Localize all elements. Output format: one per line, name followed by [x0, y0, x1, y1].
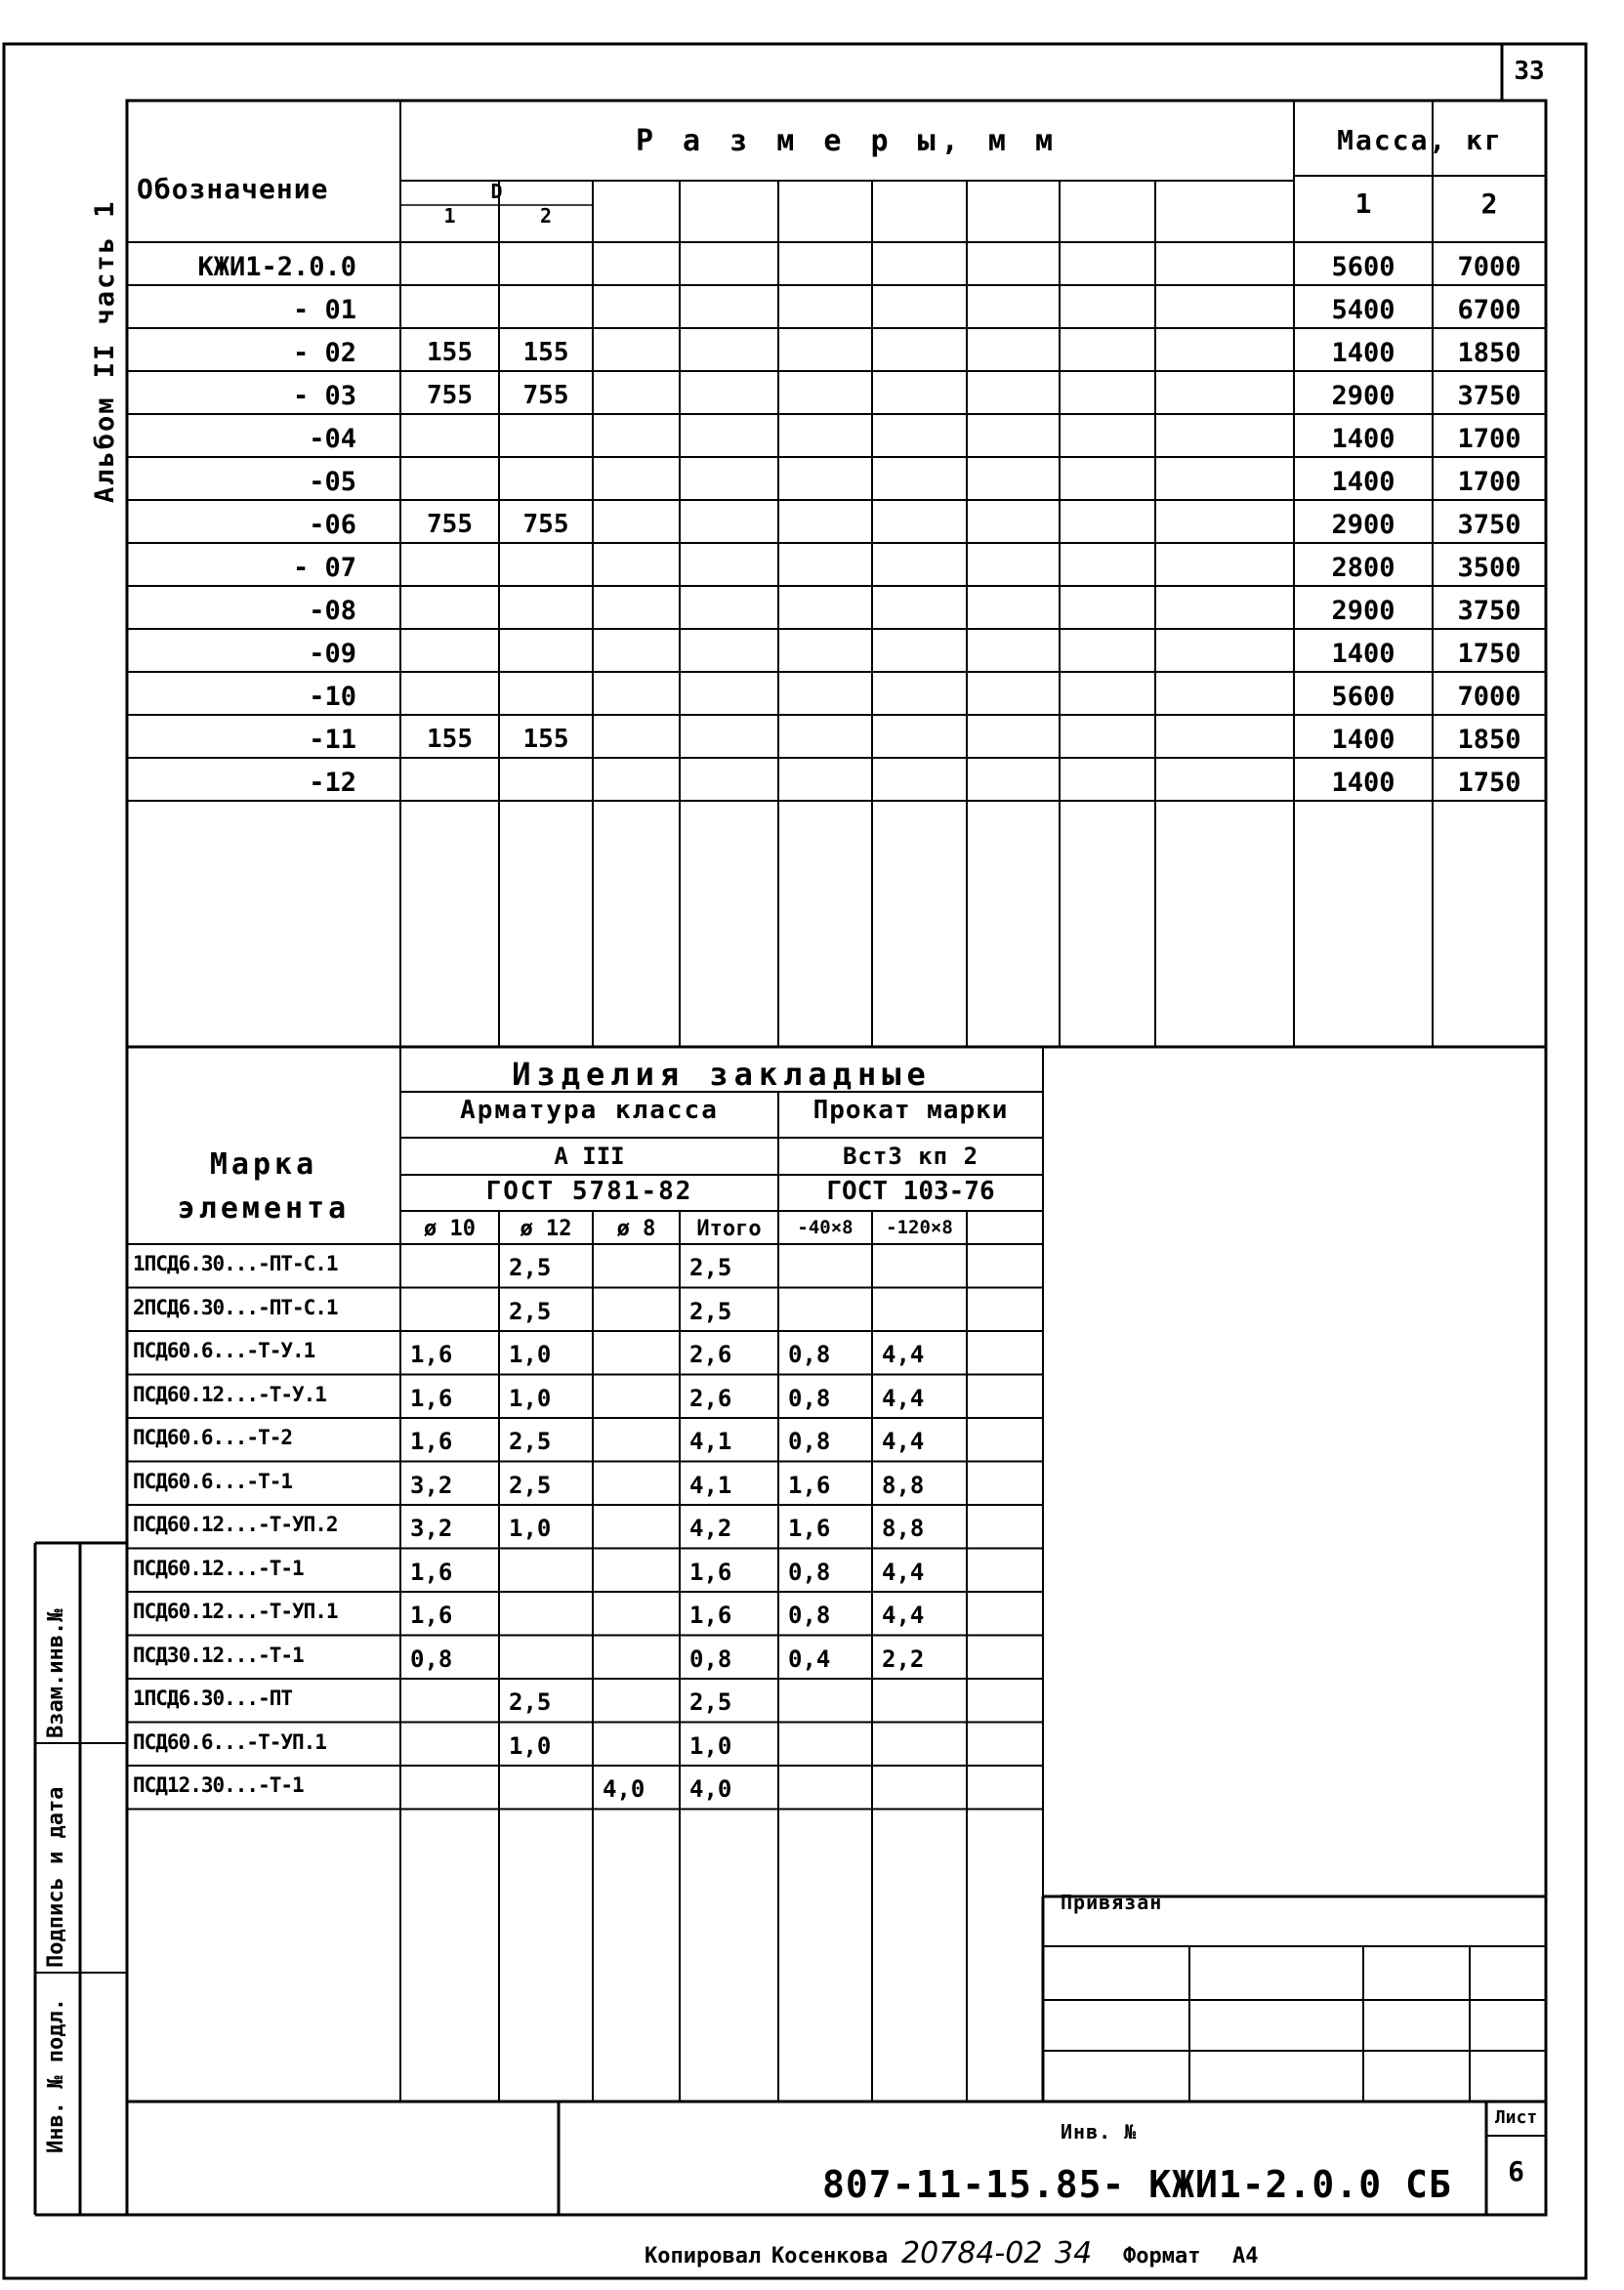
- d-sub-1: 1: [443, 204, 456, 228]
- embedded-value-cell: 4,0: [689, 1775, 732, 1803]
- mass-cell: 1850: [1457, 338, 1521, 368]
- mass-cell: 1400: [1331, 725, 1395, 755]
- element-mark-cell: ПСД60.6...-Т-УП.1: [133, 1729, 326, 1754]
- d-sub-2: 2: [539, 204, 553, 228]
- embedded-value-cell: 4,4: [882, 1384, 925, 1412]
- embedded-value-cell: 1,6: [410, 1558, 453, 1586]
- embedded-value-cell: 2,6: [689, 1341, 732, 1368]
- embedded-value-cell: 0,8: [788, 1602, 831, 1629]
- dimension-cell: 155: [522, 338, 569, 367]
- embedded-value-cell: 1,0: [509, 1515, 552, 1542]
- embedded-value-cell: 2,5: [689, 1254, 732, 1281]
- embedded-value-cell: 4,0: [603, 1775, 645, 1803]
- footer-copied-label: Копировал: [645, 2244, 762, 2269]
- mass-cell: 5400: [1331, 295, 1395, 325]
- stamp-inv-original: Инв. № подл.: [44, 1998, 68, 2153]
- embedded-value-cell: 1,6: [788, 1515, 831, 1542]
- embedded-value-cell: 4,2: [689, 1515, 732, 1542]
- embedded-value-cell: 2,5: [509, 1688, 552, 1716]
- mass-header: Масса, кг: [1337, 124, 1503, 156]
- embedded-value-cell: 8,8: [882, 1515, 925, 1542]
- rebar-header: Арматура класса: [460, 1096, 719, 1125]
- embedded-value-cell: 0,8: [410, 1645, 453, 1673]
- mass-cell: 1700: [1457, 424, 1521, 454]
- element-mark-cell: 1ПСД6.30...-ПТ-С.1: [133, 1252, 338, 1275]
- bottom-sub-header: ø 10: [424, 1217, 476, 1241]
- footer-order-sheet: 34: [1055, 2236, 1093, 2270]
- bottom-sub-header: -120×8: [886, 1217, 953, 1238]
- embedded-value-cell: 4,1: [689, 1428, 732, 1455]
- mass-cell: 7000: [1457, 252, 1521, 282]
- mass-cell: 2900: [1331, 596, 1395, 626]
- mass-cell: 1850: [1457, 725, 1521, 755]
- embedded-value-cell: 1,0: [509, 1731, 552, 1760]
- embedded-value-cell: 2,5: [689, 1688, 732, 1716]
- dimension-cell: 755: [522, 510, 569, 539]
- mass-cell: 1700: [1457, 467, 1521, 497]
- embedded-value-cell: 2,5: [509, 1254, 552, 1281]
- element-mark-cell: 1ПСД6.30...-ПТ: [133, 1686, 293, 1710]
- footer-format-label: Формат: [1123, 2244, 1201, 2269]
- document-code: 807-11-15.85- КЖИ1-2.0.0 СБ: [822, 2163, 1452, 2206]
- embedded-value-cell: 4,4: [882, 1428, 925, 1455]
- embedded-value-cell: 1,6: [410, 1384, 453, 1412]
- element-mark-cell: ПСД60.6...-Т-2: [133, 1426, 293, 1449]
- embedded-value-cell: 2,5: [509, 1297, 552, 1325]
- footer-copier-name: Косенкова: [771, 2244, 889, 2269]
- rolled-gost: ГОСТ 103-76: [826, 1177, 995, 1206]
- embedded-value-cell: 1,0: [509, 1341, 552, 1368]
- d-header: D: [490, 180, 503, 203]
- embedded-value-cell: 3,2: [410, 1515, 453, 1542]
- mass-cell: 1400: [1331, 338, 1395, 368]
- embedded-value-cell: 1,6: [689, 1558, 732, 1586]
- rolled-header: Прокат марки: [812, 1096, 1009, 1125]
- mass-cell: 1400: [1331, 467, 1395, 497]
- dimension-cell: 755: [522, 381, 569, 410]
- embedded-value-cell: 4,4: [882, 1602, 925, 1629]
- designation-cell: КЖИ1-2.0.0: [197, 252, 356, 282]
- embedded-value-cell: 0,4: [788, 1645, 831, 1673]
- footer-format-value: А4: [1232, 2244, 1259, 2269]
- element-mark-cell: ПСД60.12...-Т-У.1: [133, 1382, 326, 1406]
- dimension-cell: 755: [427, 381, 473, 410]
- embedded-value-cell: 0,8: [788, 1428, 831, 1455]
- mass-cell: 7000: [1457, 682, 1521, 712]
- embedded-value-cell: 0,8: [788, 1558, 831, 1586]
- dimension-cell: 155: [427, 725, 473, 754]
- designation-cell: - 01: [292, 295, 356, 325]
- dimensions-header: Р а з м е р ы, м м: [635, 124, 1060, 158]
- page-number: 33: [1514, 57, 1545, 86]
- element-mark-cell: ПСД60.6...-Т-1: [133, 1469, 293, 1493]
- mass-cell: 1750: [1457, 768, 1521, 798]
- mass-cell: 1750: [1457, 639, 1521, 669]
- mass-cell: 3750: [1457, 510, 1521, 540]
- element-mark-cell: ПСД60.12...-Т-1: [133, 1556, 304, 1580]
- dimension-cell: 755: [427, 510, 473, 539]
- embedded-value-cell: 4,4: [882, 1558, 925, 1586]
- designation-header: Обозначение: [137, 173, 329, 205]
- embedded-value-cell: 4,1: [689, 1471, 732, 1499]
- mark-header: Марка элемента: [177, 1147, 351, 1226]
- mass-cell: 1400: [1331, 768, 1395, 798]
- embedded-value-cell: 1,0: [689, 1731, 732, 1760]
- mass-cell: 2900: [1331, 381, 1395, 411]
- rebar-class: А III: [554, 1143, 625, 1170]
- designation-cell: -05: [309, 467, 356, 497]
- designation-cell: -11: [309, 725, 356, 755]
- embedded-value-cell: 2,5: [689, 1297, 732, 1325]
- embedded-value-cell: 0,8: [689, 1645, 732, 1673]
- embedded-value-cell: 1,6: [689, 1602, 732, 1629]
- footer-order-number: 20784-02: [901, 2236, 1043, 2270]
- embedded-value-cell: 1,6: [410, 1602, 453, 1629]
- embedded-header: Изделия закладные: [512, 1056, 932, 1093]
- mass-cell: 3750: [1457, 596, 1521, 626]
- designation-cell: - 07: [292, 553, 356, 583]
- embedded-value-cell: 8,8: [882, 1471, 925, 1499]
- designation-cell: -09: [309, 639, 356, 669]
- element-mark-cell: 2ПСД6.30...-ПТ-С.1: [133, 1295, 338, 1319]
- mass-sub-1: 1: [1354, 187, 1372, 220]
- element-mark-cell: ПСД60.6...-Т-У.1: [133, 1339, 315, 1362]
- embedded-value-cell: 2,5: [509, 1471, 552, 1499]
- mass-cell: 2800: [1331, 553, 1395, 583]
- binding-label: Привязан: [1061, 1891, 1163, 1914]
- embedded-value-cell: 2,5: [509, 1428, 552, 1455]
- element-mark-cell: ПСД60.12...-Т-УП.1: [133, 1600, 338, 1623]
- mass-cell: 3750: [1457, 381, 1521, 411]
- designation-cell: -10: [309, 682, 356, 712]
- sheet-label: Лист: [1494, 2107, 1538, 2128]
- mass-cell: 1400: [1331, 639, 1395, 669]
- bottom-sub-header: -40×8: [797, 1217, 854, 1238]
- stamp-signature-date: Подпись и дата: [44, 1786, 68, 1968]
- mass-cell: 1400: [1331, 424, 1395, 454]
- mass-cell: 5600: [1331, 682, 1395, 712]
- embedded-value-cell: 3,2: [410, 1471, 453, 1499]
- element-mark-cell: ПСД30.12...-Т-1: [133, 1643, 304, 1667]
- embedded-value-cell: 1,6: [788, 1471, 831, 1499]
- stamp-replaced-inv: Взам.инв.№: [44, 1608, 68, 1738]
- embedded-value-cell: 1,6: [410, 1428, 453, 1455]
- embedded-value-cell: 2,6: [689, 1384, 732, 1412]
- dimension-cell: 155: [522, 725, 569, 754]
- designation-cell: -08: [309, 596, 356, 626]
- binding-inv-label: Инв. №: [1061, 2120, 1138, 2144]
- embedded-value-cell: 2,2: [882, 1645, 925, 1673]
- designation-cell: -04: [309, 424, 356, 454]
- mass-sub-2: 2: [1480, 187, 1498, 220]
- mass-cell: 6700: [1457, 295, 1521, 325]
- album-label: Альбом II часть 1: [90, 199, 120, 503]
- mass-cell: 5600: [1331, 252, 1395, 282]
- dimension-cell: 155: [427, 338, 473, 367]
- mass-cell: 3500: [1457, 553, 1521, 583]
- designation-cell: -12: [309, 768, 356, 798]
- element-mark-cell: ПСД12.30...-Т-1: [133, 1773, 304, 1797]
- embedded-value-cell: 0,8: [788, 1341, 831, 1368]
- designation-cell: - 02: [292, 338, 356, 368]
- element-mark-cell: ПСД60.12...-Т-УП.2: [133, 1513, 338, 1536]
- bottom-sub-header: ø 12: [520, 1217, 572, 1241]
- embedded-value-cell: 4,4: [882, 1341, 925, 1368]
- rebar-gost: ГОСТ 5781-82: [485, 1177, 693, 1206]
- embedded-value-cell: 0,8: [788, 1384, 831, 1412]
- bottom-sub-header: ø 8: [616, 1217, 656, 1241]
- embedded-value-cell: 1,0: [509, 1384, 552, 1412]
- embedded-value-cell: 1,6: [410, 1341, 453, 1368]
- bottom-sub-header: Итого: [696, 1217, 762, 1241]
- mass-cell: 2900: [1331, 510, 1395, 540]
- rolled-grade: Вст3 кп 2: [842, 1143, 979, 1170]
- sheet-number: 6: [1508, 2155, 1524, 2187]
- designation-cell: -06: [309, 510, 356, 540]
- designation-cell: - 03: [292, 381, 356, 411]
